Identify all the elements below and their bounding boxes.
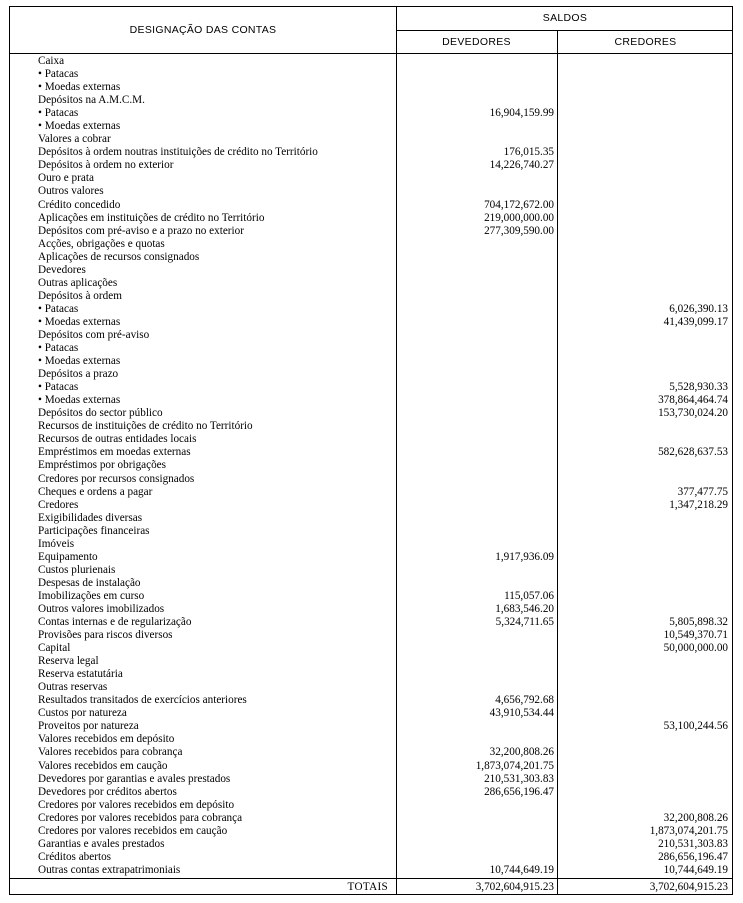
header-designacao: DESIGNAÇÃO DAS CONTAS [129, 24, 277, 36]
account-label: Acções, obrigações e quotas [38, 237, 165, 250]
credores-value: 41,439,099.17 [663, 315, 728, 328]
table-row [10, 159, 732, 172]
credores-value: 582,628,637.53 [658, 446, 728, 459]
table-row [10, 68, 732, 81]
account-label: Depósitos à ordem no exterior [38, 159, 174, 172]
table-row [10, 394, 732, 407]
table-row [10, 825, 732, 838]
account-label: Aplicações em instituições de crédito no Território [38, 211, 265, 224]
devedores-value: 1,683,546.20 [495, 602, 554, 615]
table-row [10, 459, 732, 472]
account-label: Credores por valores recebidos em caução [38, 824, 228, 837]
table-row [10, 577, 732, 590]
table-row [10, 381, 732, 394]
table-row [10, 616, 732, 629]
table-row [10, 851, 732, 864]
account-label: Credores por valores recebidos em depósito [38, 798, 235, 811]
account-label: Empréstimos em moedas externas [38, 446, 191, 459]
table-row [10, 655, 732, 668]
account-label: Valores recebidos para cobrança [38, 746, 183, 759]
table-row [10, 355, 732, 368]
account-label: Aplicações de recursos consignados [38, 250, 200, 263]
table-row [10, 525, 732, 538]
account-label: Recursos de instituições de crédito no Território [38, 420, 253, 433]
credores-value: 32,200,808.26 [663, 811, 728, 824]
credores-value: 1,347,218.29 [669, 498, 728, 511]
account-label: Imóveis [38, 537, 75, 550]
account-label: Custos por natureza [38, 707, 127, 720]
account-label: Reserva legal [38, 655, 99, 668]
account-label: • Moedas externas [38, 394, 121, 407]
account-label: • Moedas externas [38, 120, 121, 133]
account-label: Despesas de instalação [38, 576, 141, 589]
table-row [10, 629, 732, 642]
account-label: Caixa [38, 55, 65, 67]
account-label: Garantias e avales prestados [38, 837, 165, 850]
table-row [10, 773, 732, 786]
account-label: Reserva estatutária [38, 668, 123, 681]
table-row [10, 81, 732, 94]
account-label: • Moedas externas [38, 315, 121, 328]
account-label: Depósitos com pré-aviso e a prazo no exterior [38, 224, 244, 237]
table-row [10, 681, 732, 694]
balance-table [9, 6, 733, 895]
account-label: • Patacas [38, 302, 79, 315]
table-row [10, 551, 732, 564]
table-row [10, 512, 732, 525]
table-row [10, 590, 732, 603]
table-row [10, 603, 732, 616]
account-label: • Patacas [38, 68, 79, 81]
table-row [10, 733, 732, 746]
devedores-value: 277,309,590.00 [484, 224, 554, 237]
table-row [10, 538, 732, 551]
devedores-value: 704,172,672.00 [484, 198, 554, 211]
account-label: Outras reservas [38, 681, 108, 694]
table-row [10, 133, 732, 146]
table-row [10, 433, 732, 446]
credores-value: 10,744,649.19 [663, 863, 728, 876]
account-label: Capital [38, 642, 71, 655]
table-row [10, 707, 732, 720]
account-label: • Patacas [38, 381, 79, 394]
table-row [10, 799, 732, 812]
table-row [10, 277, 732, 290]
account-label: Contas internas e de regularização [38, 616, 192, 629]
table-row [10, 329, 732, 342]
account-label: Custos plurienais [38, 563, 116, 576]
devedores-value: 43,910,534.44 [489, 707, 554, 720]
totals-credores: 3,702,604,915.23 [649, 881, 728, 893]
account-label: Outras contas extrapatrimoniais [38, 863, 181, 876]
account-label: Valores a cobrar [38, 133, 111, 146]
table-row [10, 185, 732, 198]
credores-value: 6,026,390.13 [669, 302, 728, 315]
account-label: Resultados transitados de exercícios anteriores [38, 694, 247, 707]
account-label: • Patacas [38, 342, 79, 355]
devedores-value: 176,015.35 [503, 146, 554, 159]
account-label: Exigibilidades diversas [38, 511, 143, 524]
account-label: Valores recebidos em caução [38, 759, 168, 772]
credores-value: 378,864,464.74 [658, 394, 728, 407]
table-row [10, 342, 732, 355]
table-row [10, 212, 732, 225]
table-row [10, 316, 732, 329]
account-label: Participações financeiras [38, 524, 150, 537]
account-label: Créditos abertos [38, 850, 112, 863]
devedores-value: 10,744,649.19 [489, 863, 554, 876]
devedores-value: 32,200,808.26 [489, 746, 554, 759]
devedores-value: 219,000,000.00 [484, 211, 554, 224]
table-row [10, 642, 732, 655]
credores-value: 10,549,370.71 [663, 629, 728, 642]
account-label: • Patacas [38, 107, 79, 120]
credores-value: 1,873,074,201.75 [649, 824, 728, 837]
table-row [10, 107, 732, 120]
credores-value: 53,100,244.56 [663, 720, 728, 733]
table-row [10, 499, 732, 512]
account-label: Recursos de outras entidades locais [38, 433, 197, 446]
credores-value: 5,805,898.32 [669, 616, 728, 629]
account-label: Depósitos na A.M.C.M. [38, 94, 145, 107]
table-row [10, 564, 732, 577]
table-row [10, 251, 732, 264]
table-row [10, 407, 732, 420]
table-row [10, 786, 732, 799]
table-row [10, 812, 732, 825]
account-label: Empréstimos por obrigações [38, 459, 167, 472]
table-row [10, 473, 732, 486]
table-row [10, 668, 732, 681]
account-label: Imobilizações em curso [38, 589, 145, 602]
account-label: Ouro e prata [38, 172, 94, 185]
header-divider [396, 30, 732, 31]
devedores-value: 286,656,196.47 [484, 785, 554, 798]
account-label: Devedores por garantias e avales prestados [38, 772, 231, 785]
table-row [10, 120, 732, 133]
account-label: Valores recebidos em depósito [38, 733, 175, 746]
devedores-value: 1,917,936.09 [495, 550, 554, 563]
header-devedores: DEVEDORES [442, 36, 511, 48]
account-label: Equipamento [38, 550, 98, 563]
table-row [10, 486, 732, 499]
devedores-value: 1,873,074,201.75 [475, 759, 554, 772]
table-row [10, 838, 732, 851]
devedores-value: 4,656,792.68 [495, 694, 554, 707]
account-label: Crédito concedido [38, 198, 121, 211]
account-label: Devedores por créditos abertos [38, 785, 177, 798]
account-label: Outros valores imobilizados [38, 602, 165, 615]
table-row [10, 420, 732, 433]
table-row [10, 746, 732, 759]
devedores-value: 210,531,303.83 [484, 772, 554, 785]
totals-label: TOTAIS [347, 881, 388, 893]
table-row [10, 172, 732, 185]
account-label: Proveitos por natureza [38, 720, 139, 733]
table-row [10, 864, 732, 877]
table-row [10, 290, 732, 303]
account-label: Depósitos do sector público [38, 407, 163, 420]
devedores-value: 5,324,711.65 [495, 616, 554, 629]
header-credores: CREDORES [614, 36, 677, 48]
table-row [10, 760, 732, 773]
devedores-value: 16,904,159.99 [489, 107, 554, 120]
account-label: Cheques e ordens a pagar [38, 485, 153, 498]
account-label: Outros valores [38, 185, 104, 198]
table-row [10, 264, 732, 277]
devedores-value: 14,226,740.27 [489, 159, 554, 172]
totals-row [10, 879, 732, 895]
credores-value: 377,477.75 [677, 485, 728, 498]
devedores-value: 115,057.06 [504, 589, 554, 602]
credores-value: 210,531,303.83 [658, 837, 728, 850]
account-label: Depósitos com pré-aviso [38, 328, 150, 341]
table-row [10, 303, 732, 316]
table-row [10, 720, 732, 733]
account-label: Depósitos à ordem [38, 289, 122, 302]
table-row [10, 368, 732, 381]
table-row [10, 225, 732, 238]
account-rows [10, 55, 732, 877]
account-label: Outras aplicações [38, 276, 118, 289]
table-row [10, 199, 732, 212]
account-label: Devedores [38, 263, 86, 276]
account-label: Depósitos à ordem noutras instituições de crédito no Território [38, 146, 318, 159]
credores-value: 286,656,196.47 [658, 850, 728, 863]
table-row [10, 238, 732, 251]
totals-devedores: 3,702,604,915.23 [475, 881, 554, 893]
credores-value: 5,528,930.33 [669, 381, 728, 394]
table-row [10, 94, 732, 107]
account-label: Provisões para riscos diversos [38, 629, 173, 642]
credores-value: 153,730,024.20 [658, 407, 728, 420]
table-row [10, 446, 732, 459]
account-label: Depósitos a prazo [38, 368, 119, 381]
header-saldos: SALDOS [542, 12, 588, 24]
table-row [10, 55, 732, 68]
credores-value: 50,000,000.00 [663, 642, 728, 655]
account-label: • Moedas externas [38, 81, 121, 94]
account-label: Credores por recursos consignados [38, 472, 195, 485]
account-label: Credores [38, 498, 79, 511]
account-label: • Moedas externas [38, 355, 121, 368]
account-label: Credores por valores recebidos para cobrança [38, 811, 243, 824]
header-divider [10, 53, 732, 54]
table-row [10, 694, 732, 707]
table-row [10, 146, 732, 159]
